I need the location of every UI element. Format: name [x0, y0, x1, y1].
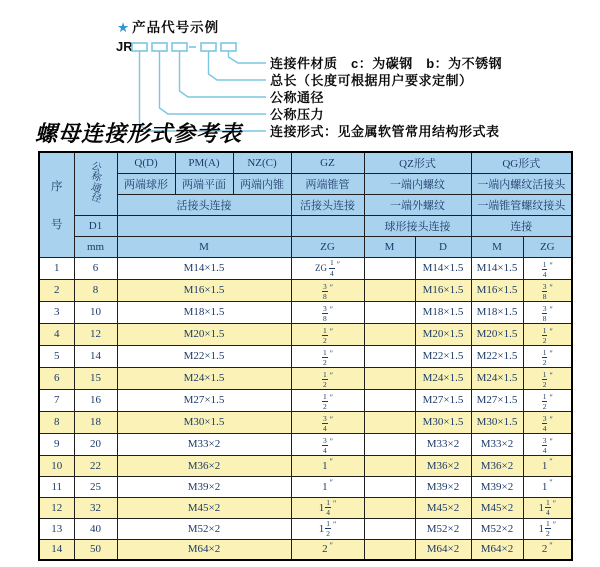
row-qz-d: M39×2 — [415, 476, 471, 497]
header-union-connection: 活接头连接 — [117, 194, 291, 215]
row-qg-m: M14×1.5 — [471, 257, 523, 279]
row-qz-d: M16×1.5 — [415, 279, 471, 301]
table-row — [39, 497, 572, 518]
row-serial: 3 — [39, 301, 74, 323]
row-serial: 9 — [39, 433, 74, 455]
row-qz-m — [364, 455, 415, 476]
header-connection: 连接 — [471, 215, 572, 236]
row-qg-m: M36×2 — [471, 455, 523, 476]
row-serial: 7 — [39, 389, 74, 411]
leader-line — [209, 51, 267, 80]
header-mm: mm — [74, 236, 117, 257]
table-row — [39, 367, 572, 389]
header-both-ends-spherical: 两端球形 — [117, 173, 175, 194]
row-qg-m: M16×1.5 — [471, 279, 523, 301]
header-qz-m: M — [364, 236, 415, 257]
row-dn: 22 — [74, 455, 117, 476]
row-qg-m: M33×2 — [471, 433, 523, 455]
header-one-end-internal-thread: 一端内螺纹 — [364, 173, 471, 194]
row-qz-m — [364, 476, 415, 497]
row-m-thread: M18×1.5 — [117, 301, 291, 323]
row-gz-size: 2 ″ — [291, 539, 364, 560]
row-m-thread: M45×2 — [117, 497, 291, 518]
leader-line — [229, 51, 267, 63]
row-qz-d: M20×1.5 — [415, 323, 471, 345]
row-qg-zg-size: 2 ″ — [523, 539, 572, 560]
table-row — [39, 518, 572, 539]
table-title: 螺母连接形式参考表 — [35, 121, 243, 146]
row-qg-m: M27×1.5 — [471, 389, 523, 411]
vertical-char: 通 — [89, 181, 103, 196]
table-row — [39, 411, 572, 433]
row-qg-m: M24×1.5 — [471, 367, 523, 389]
header-qg-m: M — [471, 236, 523, 257]
vertical-char: 公 — [89, 160, 103, 175]
table-row — [39, 389, 572, 411]
row-qg-m: M20×1.5 — [471, 323, 523, 345]
row-dn: 8 — [74, 279, 117, 301]
table-header — [39, 152, 572, 257]
row-serial: 11 — [39, 476, 74, 497]
row-dn: 14 — [74, 345, 117, 367]
header-both-ends-taper-pipe: 两端锥管 — [291, 173, 364, 194]
row-gz-size: $\frac{3}{4}$ ″ — [291, 433, 364, 455]
row-serial: 8 — [39, 411, 74, 433]
row-qz-d: M64×2 — [415, 539, 471, 560]
star-icon: ★ — [117, 20, 131, 35]
row-qg-m: M18×1.5 — [471, 301, 523, 323]
row-qz-m — [364, 257, 415, 279]
table-row — [39, 345, 572, 367]
row-qz-m — [364, 367, 415, 389]
row-qg-zg-size: $\frac{1}{2}$ ″ — [523, 367, 572, 389]
row-qg-zg-size: 1 ″ — [523, 476, 572, 497]
nut-connection-table — [38, 151, 573, 561]
row-qg-zg-size: 1 $\frac{1}{2}$ ″ — [523, 518, 572, 539]
table-row — [39, 257, 572, 279]
row-qg-m: M64×2 — [471, 539, 523, 560]
row-m-thread: M22×1.5 — [117, 345, 291, 367]
row-gz-size: $\frac{1}{2}$ ″ — [291, 389, 364, 411]
row-qz-m — [364, 279, 415, 301]
header-qz-form: QZ形式 — [364, 152, 471, 173]
vertical-char: 号 — [51, 218, 63, 231]
table-body — [39, 257, 572, 560]
row-dn: 18 — [74, 411, 117, 433]
row-qz-d: M24×1.5 — [415, 367, 471, 389]
row-dn: 16 — [74, 389, 117, 411]
row-qz-d: M33×2 — [415, 433, 471, 455]
row-serial: 1 — [39, 257, 74, 279]
header-nz-c: NZ(C) — [233, 152, 291, 173]
row-serial: 6 — [39, 367, 74, 389]
row-qg-zg-size: $\frac{3}{4}$ ″ — [523, 433, 572, 455]
header-one-end-taper-thread-joint: 一端锥管螺纹接头 — [471, 194, 572, 215]
row-dn: 6 — [74, 257, 117, 279]
row-m-thread: M24×1.5 — [117, 367, 291, 389]
row-qz-m — [364, 497, 415, 518]
header-qg-form: QG形式 — [471, 152, 572, 173]
header-pm-a: PM(A) — [175, 152, 233, 173]
row-qg-zg-size: $\frac{3}{4}$ ″ — [523, 411, 572, 433]
header-empty-gz — [291, 215, 364, 236]
diagram-label-connection: 连接形式：见金属软管常用结构形式表 — [270, 124, 500, 139]
row-gz-size: ZG $\frac{1}{4}$ ″ — [291, 257, 364, 279]
row-m-thread: M20×1.5 — [117, 323, 291, 345]
table-row — [39, 433, 572, 455]
vertical-char: 序 — [51, 180, 63, 193]
table-row — [39, 301, 572, 323]
diagram-heading-text: 产品代号示例 — [132, 20, 220, 35]
row-qz-m — [364, 323, 415, 345]
diagram-label-diameter: 公称通径 — [270, 90, 325, 105]
row-qz-d: M27×1.5 — [415, 389, 471, 411]
row-gz-size: 1 $\frac{1}{4}$ ″ — [291, 497, 364, 518]
row-gz-size: $\frac{1}{2}$ ″ — [291, 367, 364, 389]
row-gz-size: $\frac{3}{4}$ ″ — [291, 411, 364, 433]
row-gz-size: $\frac{3}{8}$ ″ — [291, 301, 364, 323]
row-qg-zg-size: $\frac{1}{2}$ ″ — [523, 323, 572, 345]
row-qg-zg-size: $\frac{1}{2}$ ″ — [523, 389, 572, 411]
diagram-label-length: 总长（长度可根据用户要求定制） — [270, 73, 473, 88]
code-box — [221, 43, 236, 51]
row-m-thread: M16×1.5 — [117, 279, 291, 301]
vertical-char: 径 — [89, 191, 103, 206]
row-qg-zg-size: 1 $\frac{1}{4}$ ″ — [523, 497, 572, 518]
row-dn: 10 — [74, 301, 117, 323]
row-serial: 12 — [39, 497, 74, 518]
header-nominal-diameter — [74, 152, 117, 215]
table-row — [39, 323, 572, 345]
row-m-thread: M14×1.5 — [117, 257, 291, 279]
header-zg: ZG — [291, 236, 364, 257]
row-qz-d: M36×2 — [415, 455, 471, 476]
row-qz-m — [364, 345, 415, 367]
row-gz-size: 1 ″ — [291, 455, 364, 476]
row-serial: 5 — [39, 345, 74, 367]
header-serial-number — [39, 152, 74, 257]
header-m: M — [117, 236, 291, 257]
row-qz-m — [364, 301, 415, 323]
header-one-end-internal-thread-union: 一端内螺纹活接头 — [471, 173, 572, 194]
code-box — [201, 43, 216, 51]
row-dn: 50 — [74, 539, 117, 560]
row-qg-zg-size: $\frac{1}{2}$ ″ — [523, 345, 572, 367]
row-m-thread: M52×2 — [117, 518, 291, 539]
row-qz-d: M22×1.5 — [415, 345, 471, 367]
header-empty-m-area — [117, 215, 291, 236]
header-gz: GZ — [291, 152, 364, 173]
row-qg-zg-size: 1 ″ — [523, 455, 572, 476]
row-qz-d: M52×2 — [415, 518, 471, 539]
row-serial: 14 — [39, 539, 74, 560]
table-row — [39, 455, 572, 476]
row-qz-d: M30×1.5 — [415, 411, 471, 433]
row-qz-d: M45×2 — [415, 497, 471, 518]
leader-line — [180, 51, 267, 97]
diagram-heading — [117, 16, 219, 36]
row-m-thread: M27×1.5 — [117, 389, 291, 411]
header-qz-d: D — [415, 236, 471, 257]
row-gz-size: $\frac{1}{2}$ ″ — [291, 323, 364, 345]
row-serial: 10 — [39, 455, 74, 476]
row-qz-d: M18×1.5 — [415, 301, 471, 323]
table-row — [39, 279, 572, 301]
row-m-thread: M64×2 — [117, 539, 291, 560]
product-code-prefix: JR — [116, 39, 133, 54]
leader-line — [160, 51, 267, 114]
row-dn: 40 — [74, 518, 117, 539]
row-dn: 32 — [74, 497, 117, 518]
row-m-thread: M36×2 — [117, 455, 291, 476]
code-box — [132, 43, 147, 51]
header-qg-zg: ZG — [523, 236, 572, 257]
row-qz-d: M14×1.5 — [415, 257, 471, 279]
row-dn: 20 — [74, 433, 117, 455]
row-qz-m — [364, 539, 415, 560]
row-m-thread: M30×1.5 — [117, 411, 291, 433]
row-gz-size: $\frac{1}{2}$ ″ — [291, 345, 364, 367]
header-union-connection-gz: 活接头连接 — [291, 194, 364, 215]
row-dn: 25 — [74, 476, 117, 497]
header-both-ends-inner-cone: 两端内锥 — [233, 173, 291, 194]
header-d1: D1 — [74, 215, 117, 236]
header-one-end-external-thread: 一端外螺纹 — [364, 194, 471, 215]
reference-table — [38, 151, 573, 561]
row-qg-m: M22×1.5 — [471, 345, 523, 367]
row-qg-m: M45×2 — [471, 497, 523, 518]
row-qz-m — [364, 389, 415, 411]
row-qz-m — [364, 411, 415, 433]
vertical-char: 称 — [89, 170, 103, 185]
header-q-d: Q(D) — [117, 152, 175, 173]
row-serial: 13 — [39, 518, 74, 539]
code-box — [152, 43, 167, 51]
row-qz-m — [364, 518, 415, 539]
header-both-ends-flat: 两端平面 — [175, 173, 233, 194]
row-dn: 15 — [74, 367, 117, 389]
header-spherical-joint-connection: 球形接头连接 — [364, 215, 471, 236]
row-dn: 12 — [74, 323, 117, 345]
table-row — [39, 476, 572, 497]
row-qg-m: M30×1.5 — [471, 411, 523, 433]
table-row — [39, 539, 572, 560]
code-box — [172, 43, 187, 51]
row-gz-size: 1 ″ — [291, 476, 364, 497]
row-qg-m: M52×2 — [471, 518, 523, 539]
row-gz-size: $\frac{3}{8}$ ″ — [291, 279, 364, 301]
row-serial: 2 — [39, 279, 74, 301]
row-m-thread: M33×2 — [117, 433, 291, 455]
diagram-label-pressure: 公称压力 — [270, 107, 325, 122]
row-qg-zg-size: $\frac{3}{8}$ ″ — [523, 279, 572, 301]
row-qz-m — [364, 433, 415, 455]
row-serial: 4 — [39, 323, 74, 345]
row-qg-m: M39×2 — [471, 476, 523, 497]
diagram-label-material: 连接件材质 c：为碳钢 b：为不锈钢 — [270, 56, 503, 71]
row-qg-zg-size: $\frac{1}{4}$ ″ — [523, 257, 572, 279]
row-m-thread: M39×2 — [117, 476, 291, 497]
row-gz-size: 1 $\frac{1}{2}$ ″ — [291, 518, 364, 539]
row-qg-zg-size: $\frac{3}{8}$ ″ — [523, 301, 572, 323]
